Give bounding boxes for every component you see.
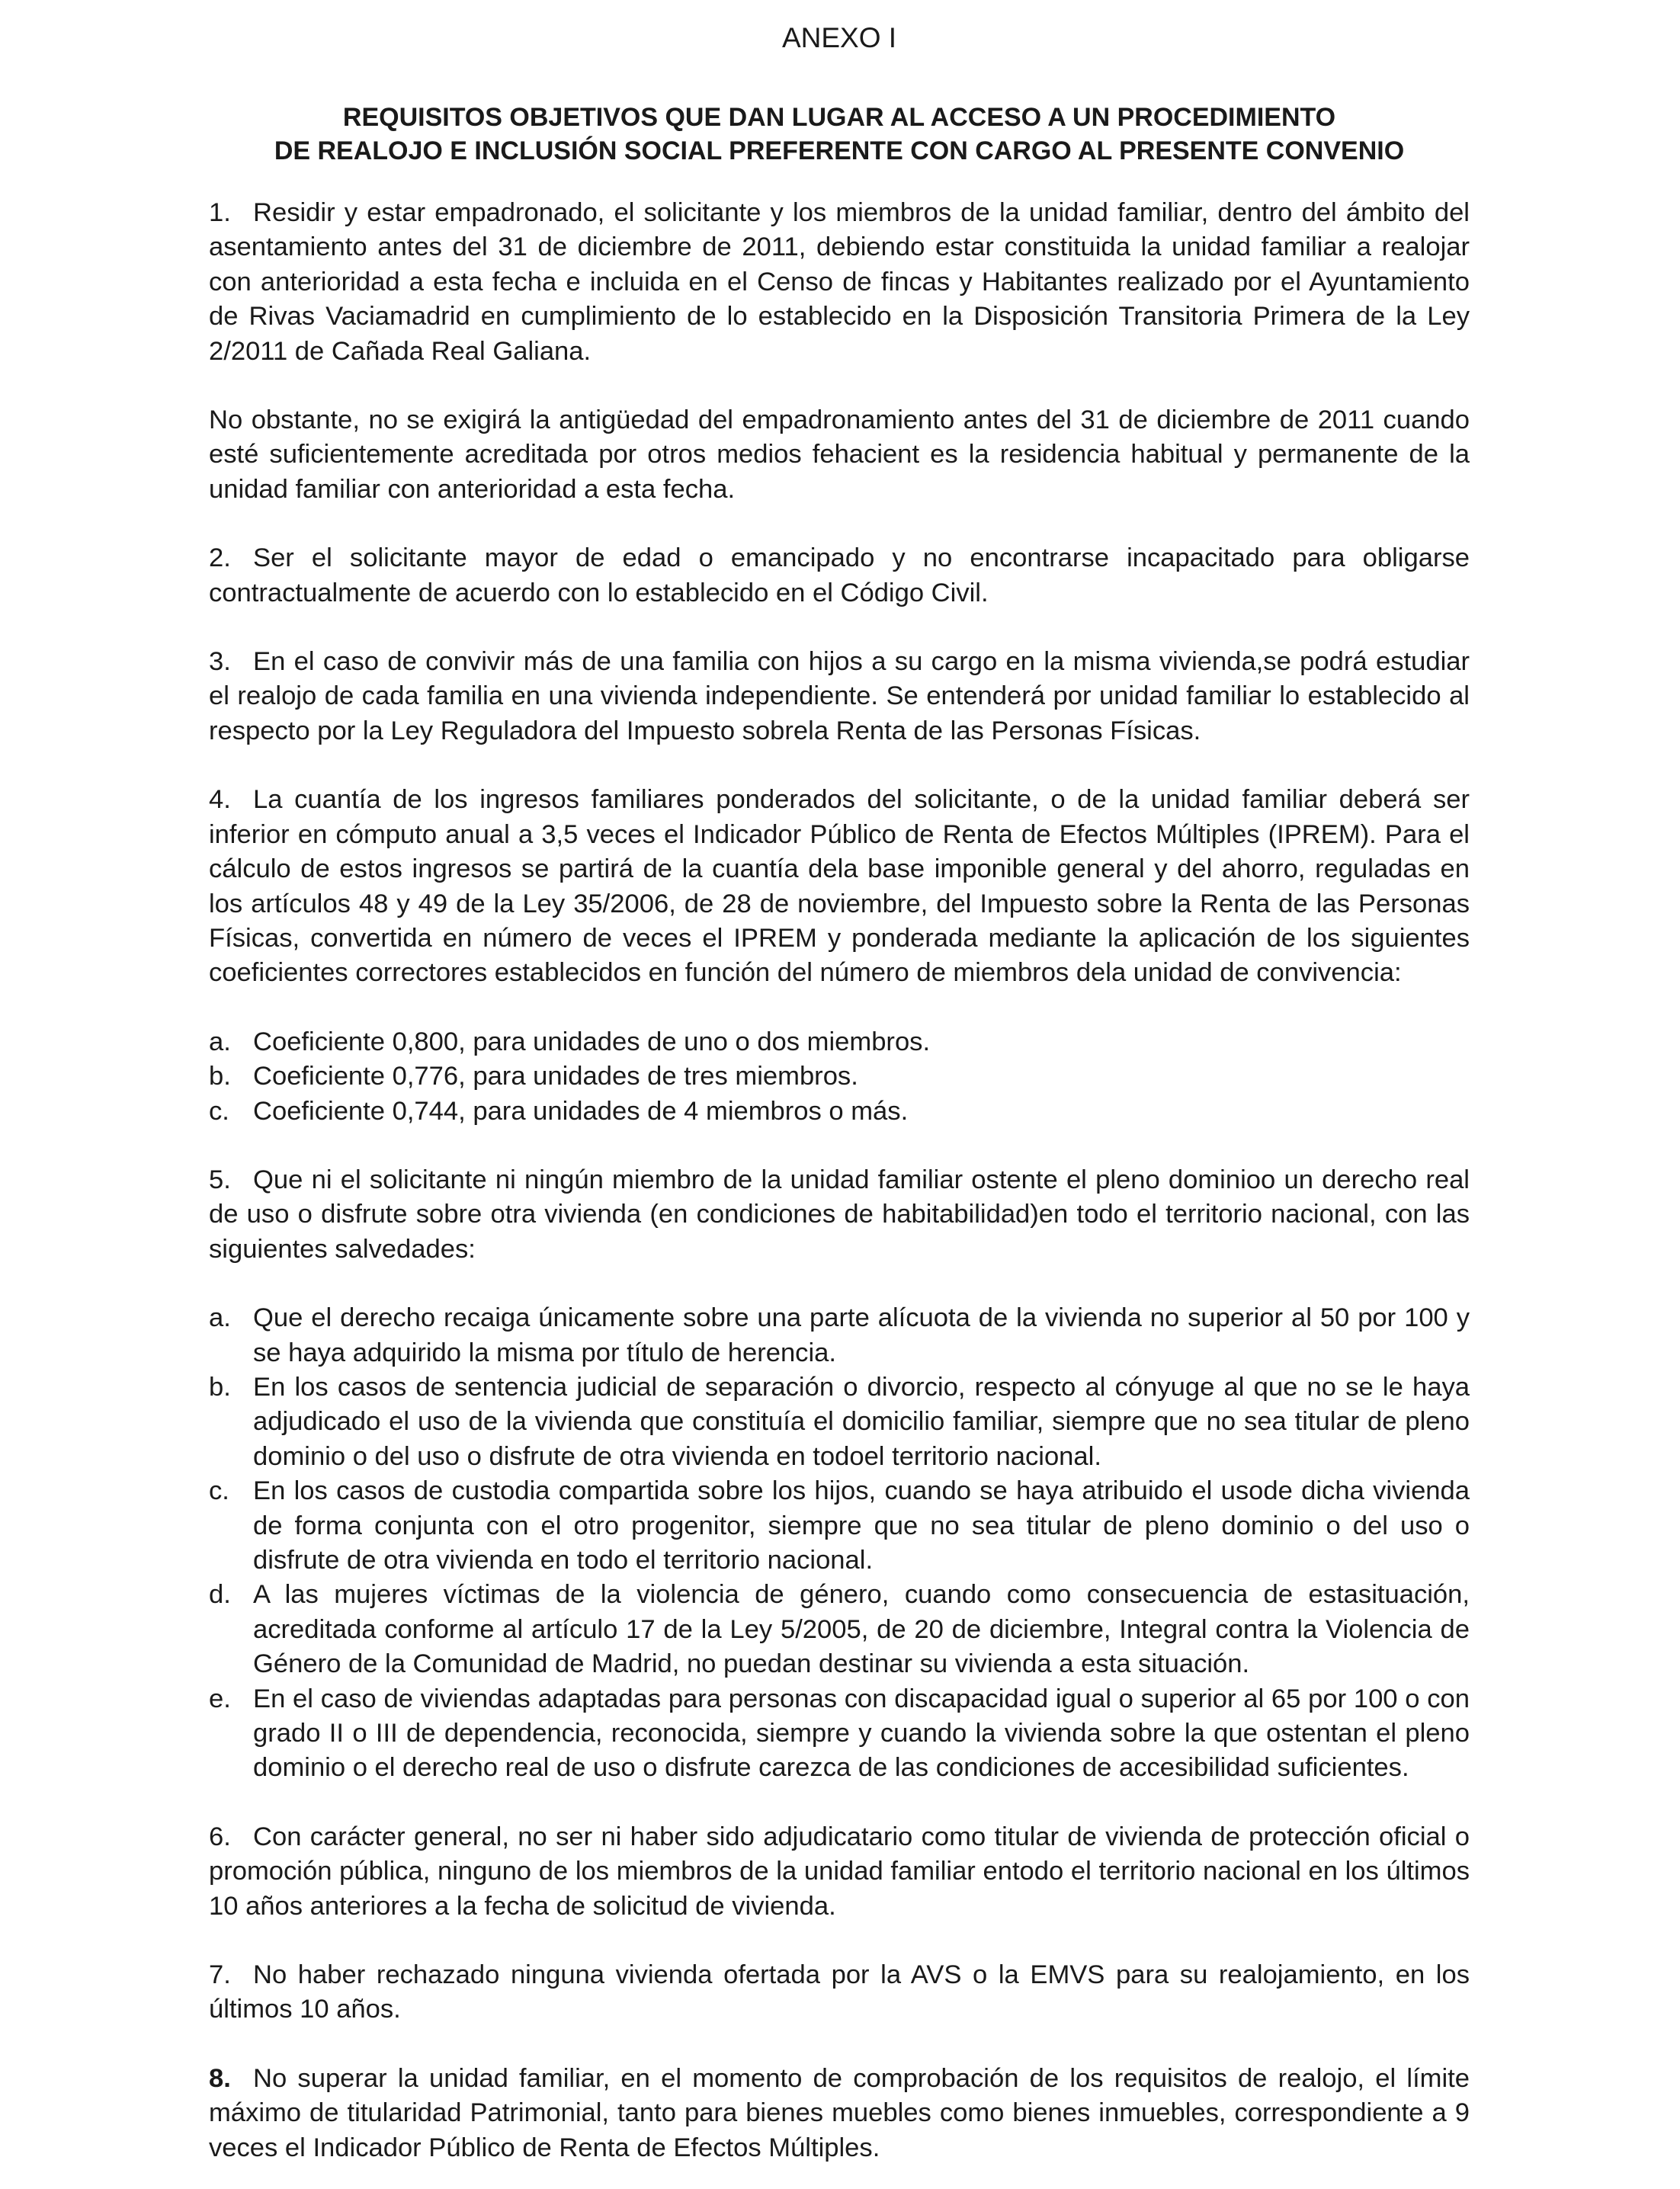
requirement-1 — [209, 196, 1470, 369]
list-text: En el caso de viviendas adaptadas para personas con discapacidad igual o superior al 65 por 100 o con grado II o III de dependencia, reconocida, siempre y cuando la vivienda sobre la que ostentan el pleno dominio o el derecho real de uso o disfrute carezca de las condiciones de accesibilidad suficientes. — [253, 1684, 1470, 1783]
document-body — [209, 196, 1470, 2165]
list-item — [209, 1370, 1470, 1474]
requirement-number: 2. — [209, 543, 231, 573]
exceptions-list — [209, 1301, 1470, 1786]
title-line-2: DE REALOJO E INCLUSIÓN SOCIAL PREFERENTE CON CARGO AL PRESENTE CONVENIO — [274, 136, 1405, 165]
title-line-1: REQUISITOS OBJETIVOS QUE DAN LUGAR AL ACCESO A UN PROCEDIMIENTO — [342, 103, 1336, 132]
requirement-text: La cuantía de los ingresos familiares ponderados del solicitante, o de la unidad familiar deberá ser inferior en cómputo anual a 3,5 veces el Indicador Público de Renta de Efectos Múltiples (IPREM). Para el cálculo de estos ingresos se partirá de la cuantía dela base imponible general y del ahorro, reguladas en los artículos 48 y 49 de la Ley 35/2006, de 28 de noviembre, del Impuesto sobre la Renta de las Personas Físicas, convertida en número de veces el IPREM y ponderada mediante la aplicación de los siguientes coeficientes correctores establecidos en función del número de miembros dela unidad de convivencia: — [209, 785, 1470, 988]
list-text: En los casos de sentencia judicial de separación o divorcio, respecto al cónyuge al que no se le haya adjudicado el uso de la vivienda que constituía el domicilio familiar, siempre que no sea titular de pleno dominio o del uso o disfrute de otra vivienda en todoel territorio nacional. — [253, 1372, 1470, 1471]
list-letter: a. — [209, 1303, 231, 1333]
requirement-number: 5. — [209, 1165, 231, 1194]
requirement-number: 3. — [209, 647, 231, 677]
list-letter: b. — [209, 1372, 231, 1402]
list-item — [209, 1059, 1470, 1094]
document-title — [209, 101, 1470, 168]
requirement-text: Ser el solicitante mayor de edad o emancipado y no encontrarse incapacitado para obligarse contractualmente de acuerdo con lo establecido en el Código Civil. — [209, 543, 1470, 607]
requirement-number: 6. — [209, 1822, 231, 1851]
list-text: Coeficiente 0,776, para unidades de tres miembros. — [253, 1062, 858, 1091]
list-item — [209, 1578, 1470, 1681]
list-letter: c. — [209, 1096, 229, 1126]
requirement-text: Residir y estar empadronado, el solicitante y los miembros de la unidad familiar, dentro del ámbito del asentamiento antes del 31 de diciembre de 2011, debiendo estar constituida la unidad familiar a realojar con anterioridad a esta fecha e incluida en el Censo de fincas y Habitantes realizado por el Ayuntamiento de Rivas Vaciamadrid en cumplimiento de lo establecido en la Disposición Transitoria Primera de la Ley 2/2011 de Cañada Real Galiana. — [209, 198, 1470, 366]
requirement-7 — [209, 1958, 1470, 2027]
list-text: A las mujeres víctimas de la violencia de género, cuando como consecuencia de estasituación, acreditada conforme al artículo 17 de la Ley 5/2005, de 20 de diciembre, Integral contra la Violencia de Género de la Comunidad de Madrid, no puedan destinar su vivienda a esta situación. — [253, 1580, 1470, 1679]
list-item — [209, 1025, 1470, 1059]
requirement-text: Que ni el solicitante ni ningún miembro de la unidad familiar ostente el pleno dominioo un derecho real de uso o disfrute sobre otra vivienda (en condiciones de habitabilidad)en todo el territorio nacional, con las siguientes salvedades: — [209, 1165, 1470, 1264]
requirement-8 — [209, 2062, 1470, 2165]
list-item — [209, 1094, 1470, 1129]
requirement-text: En el caso de convivir más de una familia con hijos a su cargo en la misma vivienda,se podrá estudiar el realojo de cada familia en una vivienda independiente. Se entenderá por unidad familiar lo establecido al respecto por la Ley Reguladora del Impuesto sobrela Renta de las Personas Físicas. — [209, 647, 1470, 745]
list-letter: d. — [209, 1580, 231, 1610]
requirement-5 — [209, 1163, 1470, 1267]
requirement-3 — [209, 645, 1470, 748]
annex-heading: ANEXO I — [781, 22, 897, 53]
list-item — [209, 1474, 1470, 1578]
requirement-4 — [209, 783, 1470, 990]
requirement-text: No haber rechazado ninguna vivienda ofertada por la AVS o la EMVS para su realojamiento, en los últimos 10 años. — [209, 1960, 1470, 2024]
requirement-text: Con carácter general, no ser ni haber sido adjudicatario como titular de vivienda de protección oficial o promoción pública, ninguno de los miembros de la unidad familiar entodo el territorio nacional en los últimos 10 años anteriores a la fecha de solicitud de vivienda. — [209, 1822, 1470, 1921]
list-text: Coeficiente 0,744, para unidades de 4 miembros o más. — [253, 1096, 909, 1126]
list-letter: c. — [209, 1476, 229, 1506]
requirement-number: 4. — [209, 785, 231, 815]
requirement-6 — [209, 1820, 1470, 1924]
list-text: Que el derecho recaiga únicamente sobre una parte alícuota de la vivienda no superior al 50 por 100 y se haya adquirido la misma por título de herencia. — [253, 1303, 1470, 1367]
requirement-number: 8. — [209, 2063, 231, 2093]
list-item — [209, 1301, 1470, 1370]
list-text: Coeficiente 0,800, para unidades de uno o dos miembros. — [253, 1027, 931, 1056]
requirement-text: No superar la unidad familiar, en el momento de comprobación de los requisitos de realojo, el límite máximo de titularidad Patrimonial, tanto para bienes muebles como bienes inmuebles, correspondiente a 9 veces el Indicador Público de Renta de Efectos Múltiples. — [209, 2063, 1470, 2162]
list-text: En los casos de custodia compartida sobre los hijos, cuando se haya atribuido el usode dicha vivienda de forma conjunta con el otro progenitor, siempre que no sea titular de pleno dominio o del uso o disfrute de otra vivienda en todo el territorio nacional. — [253, 1476, 1470, 1575]
requirement-number: 7. — [209, 1960, 231, 1990]
requirement-number: 1. — [209, 198, 231, 227]
requirement-1-note: No obstante, no se exigirá la antigüedad del empadronamiento antes del 31 de diciembre de 2011 cuando esté suficientemente acreditada por otros medios fehacient es la residencia habitual y permanente de la unidad familiar con anterioridad a esta fecha. — [209, 405, 1470, 504]
list-letter: e. — [209, 1684, 231, 1713]
list-letter: a. — [209, 1027, 231, 1056]
coefficient-list — [209, 1025, 1470, 1129]
requirement-2 — [209, 541, 1470, 611]
list-item — [209, 1682, 1470, 1786]
list-letter: b. — [209, 1062, 231, 1091]
